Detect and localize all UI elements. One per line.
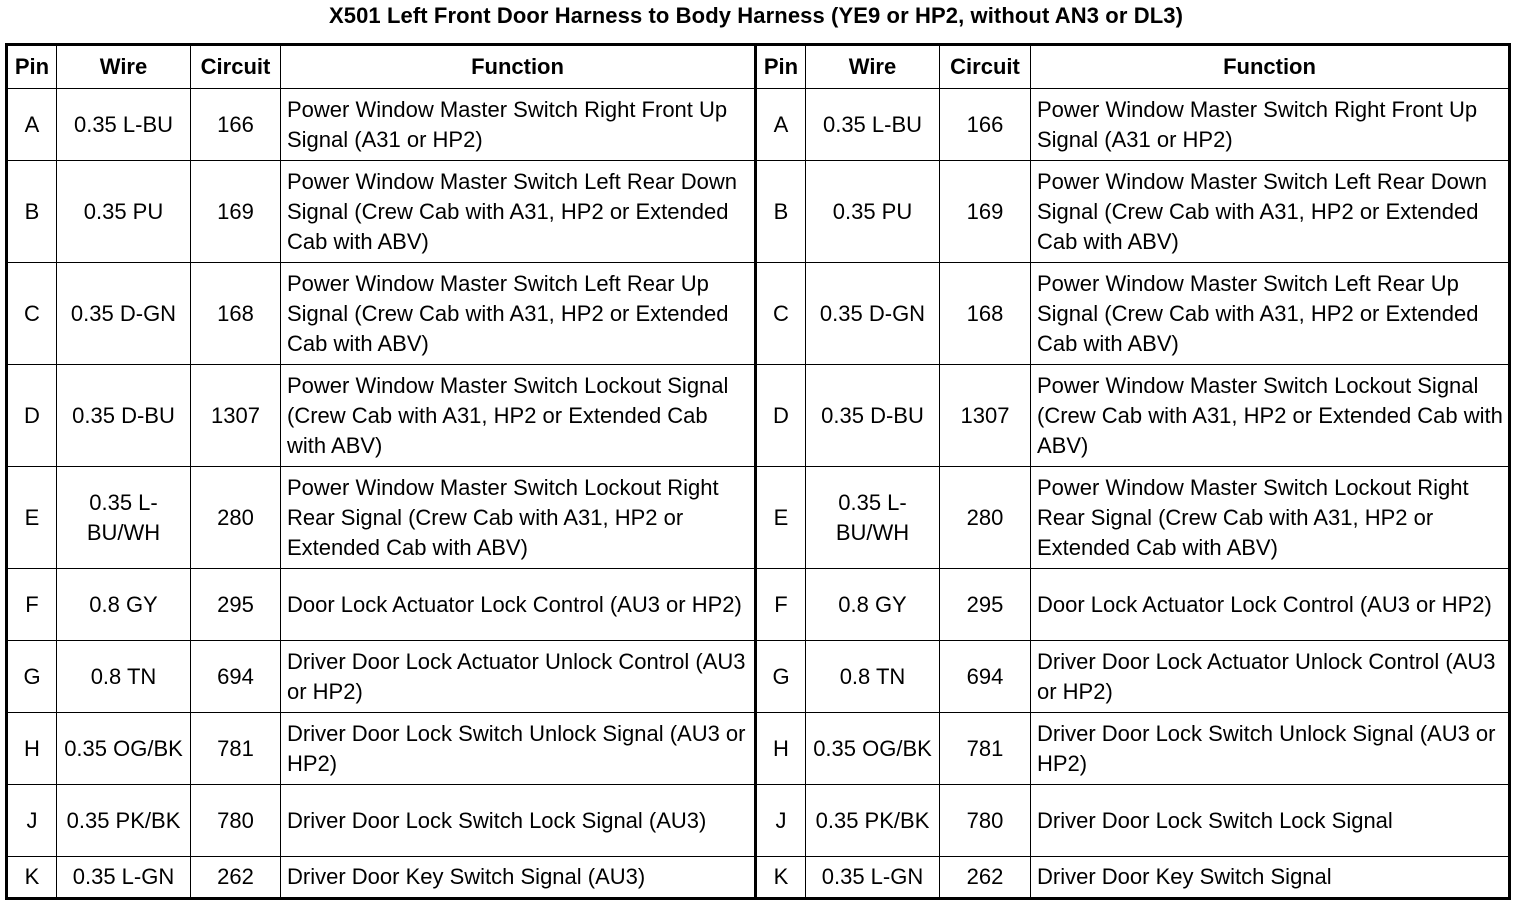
function-cell: Power Window Master Switch Left Rear Up Signal (Crew Cab with A31, HP2 or Extended Cab with ABV)	[281, 263, 756, 365]
header-wire-right: Wire	[806, 45, 940, 89]
function-cell: Driver Door Lock Switch Unlock Signal (AU3 or HP2)	[281, 713, 756, 785]
circuit-cell: 295	[191, 569, 281, 641]
function-cell: Power Window Master Switch Right Front Up Signal (A31 or HP2)	[281, 89, 756, 161]
function-cell: Driver Door Lock Switch Lock Signal	[1031, 785, 1510, 857]
function-cell: Driver Door Lock Actuator Unlock Control (AU3 or HP2)	[1031, 641, 1510, 713]
circuit-cell: 781	[940, 713, 1031, 785]
header-pin-left: Pin	[7, 45, 57, 89]
function-cell: Power Window Master Switch Lockout Right Rear Signal (Crew Cab with A31, HP2 or Extended Cab with ABV)	[281, 467, 756, 569]
header-pin-right: Pin	[756, 45, 806, 89]
table-row	[7, 569, 1510, 641]
function-cell: Door Lock Actuator Lock Control (AU3 or HP2)	[281, 569, 756, 641]
pin-cell: G	[7, 641, 57, 713]
wire-cell: 0.35 D-GN	[806, 263, 940, 365]
connector-pinout-table	[5, 43, 1511, 900]
table-row	[7, 467, 1510, 569]
circuit-cell: 1307	[940, 365, 1031, 467]
function-cell: Driver Door Lock Switch Lock Signal (AU3)	[281, 785, 756, 857]
pin-cell: A	[756, 89, 806, 161]
table-row	[7, 161, 1510, 263]
pin-cell: A	[7, 89, 57, 161]
table-row	[7, 713, 1510, 785]
function-cell: Door Lock Actuator Lock Control (AU3 or HP2)	[1031, 569, 1510, 641]
wire-cell: 0.35 PK/BK	[57, 785, 191, 857]
pin-cell: B	[7, 161, 57, 263]
circuit-cell: 295	[940, 569, 1031, 641]
pin-cell: K	[756, 857, 806, 899]
table-row	[7, 857, 1510, 899]
circuit-cell: 780	[940, 785, 1031, 857]
pin-cell: F	[756, 569, 806, 641]
function-cell: Driver Door Key Switch Signal	[1031, 857, 1510, 899]
circuit-cell: 169	[940, 161, 1031, 263]
pin-cell: D	[756, 365, 806, 467]
function-cell: Power Window Master Switch Left Rear Up Signal (Crew Cab with A31, HP2 or Extended Cab with ABV)	[1031, 263, 1510, 365]
pin-cell: H	[7, 713, 57, 785]
function-cell: Driver Door Key Switch Signal (AU3)	[281, 857, 756, 899]
function-cell: Power Window Master Switch Left Rear Down Signal (Crew Cab with A31, HP2 or Extended Cab with ABV)	[281, 161, 756, 263]
wire-cell: 0.35 OG/BK	[57, 713, 191, 785]
header-circuit-left: Circuit	[191, 45, 281, 89]
pin-cell: E	[7, 467, 57, 569]
function-cell: Power Window Master Switch Lockout Signal (Crew Cab with A31, HP2 or Extended Cab with ABV)	[281, 365, 756, 467]
wire-cell: 0.8 TN	[806, 641, 940, 713]
circuit-cell: 166	[191, 89, 281, 161]
circuit-cell: 262	[191, 857, 281, 899]
pin-cell: K	[7, 857, 57, 899]
pin-cell: H	[756, 713, 806, 785]
pin-cell: G	[756, 641, 806, 713]
circuit-cell: 781	[191, 713, 281, 785]
circuit-cell: 780	[191, 785, 281, 857]
table-row	[7, 89, 1510, 161]
pin-cell: J	[7, 785, 57, 857]
function-cell: Power Window Master Switch Right Front Up Signal (A31 or HP2)	[1031, 89, 1510, 161]
pin-cell: F	[7, 569, 57, 641]
circuit-cell: 168	[940, 263, 1031, 365]
circuit-cell: 694	[191, 641, 281, 713]
header-row	[7, 45, 1510, 89]
header-wire-left: Wire	[57, 45, 191, 89]
pin-cell: C	[7, 263, 57, 365]
wire-cell: 0.35 OG/BK	[806, 713, 940, 785]
wire-cell: 0.35 PU	[57, 161, 191, 263]
circuit-cell: 694	[940, 641, 1031, 713]
wire-cell: 0.35 L-BU/WH	[806, 467, 940, 569]
pin-cell: D	[7, 365, 57, 467]
table-row	[7, 365, 1510, 467]
function-cell: Driver Door Lock Switch Unlock Signal (AU3 or HP2)	[1031, 713, 1510, 785]
circuit-cell: 166	[940, 89, 1031, 161]
wire-cell: 0.35 L-BU	[57, 89, 191, 161]
wire-cell: 0.35 L-GN	[57, 857, 191, 899]
header-function-right: Function	[1031, 45, 1510, 89]
circuit-cell: 262	[940, 857, 1031, 899]
wire-cell: 0.8 GY	[806, 569, 940, 641]
function-cell: Power Window Master Switch Lockout Right Rear Signal (Crew Cab with A31, HP2 or Extended Cab with ABV)	[1031, 467, 1510, 569]
wire-cell: 0.8 GY	[57, 569, 191, 641]
circuit-cell: 280	[191, 467, 281, 569]
circuit-cell: 1307	[191, 365, 281, 467]
wire-cell: 0.35 PU	[806, 161, 940, 263]
circuit-cell: 280	[940, 467, 1031, 569]
wire-cell: 0.35 D-GN	[57, 263, 191, 365]
circuit-cell: 168	[191, 263, 281, 365]
table-row	[7, 263, 1510, 365]
function-cell: Power Window Master Switch Left Rear Down Signal (Crew Cab with A31, HP2 or Extended Cab with ABV)	[1031, 161, 1510, 263]
wire-cell: 0.8 TN	[57, 641, 191, 713]
wire-cell: 0.35 PK/BK	[806, 785, 940, 857]
table-row	[7, 785, 1510, 857]
pin-cell: C	[756, 263, 806, 365]
wire-cell: 0.35 L-BU/WH	[57, 467, 191, 569]
table-row	[7, 641, 1510, 713]
wire-cell: 0.35 D-BU	[806, 365, 940, 467]
header-circuit-right: Circuit	[940, 45, 1031, 89]
function-cell: Driver Door Lock Actuator Unlock Control (AU3 or HP2)	[281, 641, 756, 713]
pin-cell: B	[756, 161, 806, 263]
pin-cell: E	[756, 467, 806, 569]
wire-cell: 0.35 L-BU	[806, 89, 940, 161]
pin-cell: J	[756, 785, 806, 857]
function-cell: Power Window Master Switch Lockout Signal (Crew Cab with A31, HP2 or Extended Cab with ABV)	[1031, 365, 1510, 467]
wire-cell: 0.35 L-GN	[806, 857, 940, 899]
circuit-cell: 169	[191, 161, 281, 263]
connector-table-container	[5, 43, 1508, 900]
header-function-left: Function	[281, 45, 756, 89]
page-title: X501 Left Front Door Harness to Body Harness (YE9 or HP2, without AN3 or DL3)	[328, 3, 1184, 28]
wire-cell: 0.35 D-BU	[57, 365, 191, 467]
